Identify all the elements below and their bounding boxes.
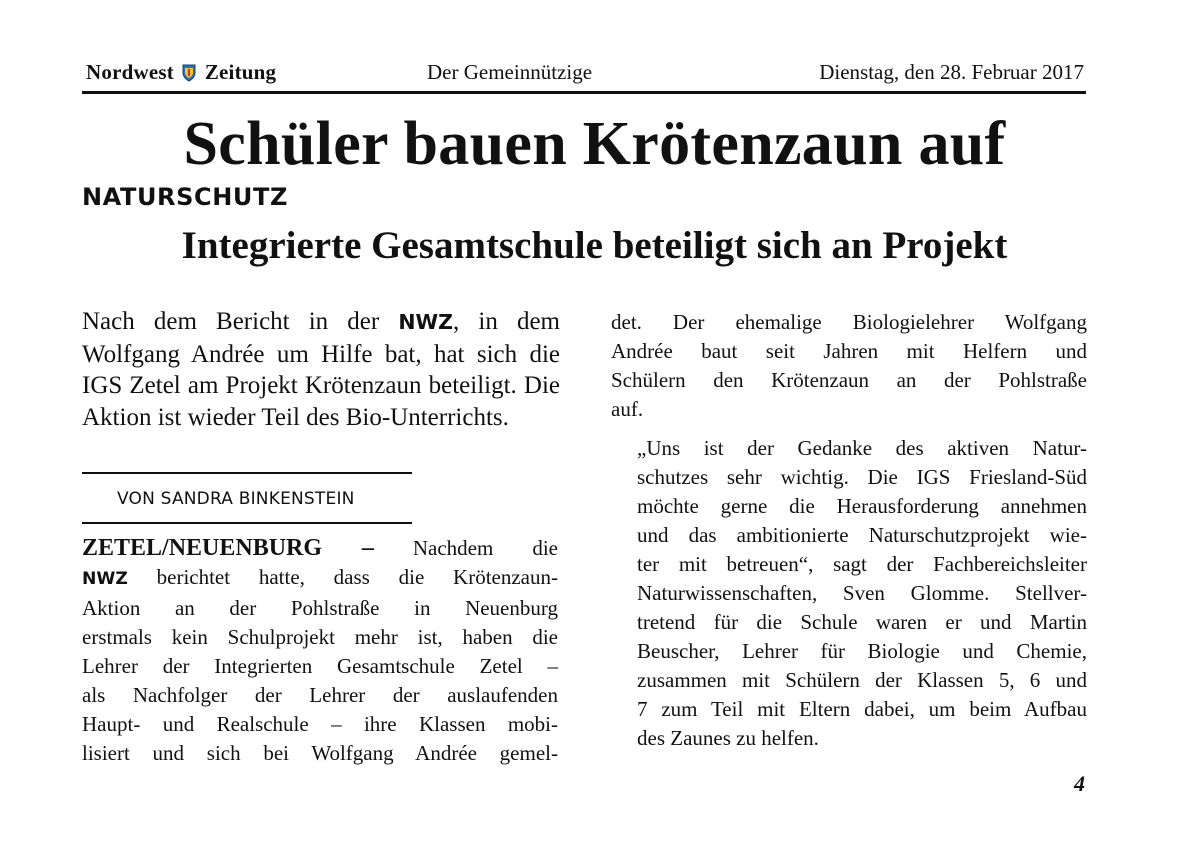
column-line: auf. [611, 397, 644, 421]
header-rule [82, 91, 1086, 94]
article-headline: Schüler bauen Krötenzaun auf [183, 110, 1006, 178]
column-line: Andrée baut seit Jahren mit Helfern und [611, 339, 1087, 363]
column-line: „Uns ist der Gedanke des aktiven Natur- [637, 436, 1087, 460]
column-line: schutzes sehr wichtig. Die IGS Friesland-Süd [637, 465, 1087, 489]
coat-of-arms-icon [182, 63, 196, 88]
column-line: Aktion an der Pohlstraße in Neuenburg [82, 596, 558, 620]
column-text: berichtet hatte, dass die Krötenzaun- [127, 565, 558, 589]
column-line [82, 534, 558, 563]
newspaper-brand [86, 60, 276, 88]
column-line: Naturwissenschaften, Sven Glomme. Stellver- [637, 581, 1087, 605]
byline-rule-bottom [82, 522, 412, 524]
article-lead [82, 306, 560, 433]
paragraph [611, 434, 1087, 753]
nwz-abbreviation: NWZ [398, 310, 453, 334]
newspaper-header [82, 58, 1086, 92]
column-line: und das ambitionierte Naturschutzprojekt wie- [637, 523, 1087, 547]
author-byline: VON SANDRA BINKENSTEIN [117, 489, 355, 509]
brand-name-right: Zeitung [204, 60, 277, 84]
lead-text-end: , in dem Wolfgang Andrée um Hilfe bat, hat sich die IGS Zetel am Projekt Krötenzaun beteiligt. Die Aktion ist wieder Teil des Bio-Unterrichts. [82, 308, 560, 431]
issue-date: Dienstag, den 28. Februar 2017 [819, 60, 1084, 84]
column-line: det. Der ehemalige Biologielehrer Wolfgang [611, 310, 1087, 334]
column-line [82, 563, 558, 594]
column-line: Lehrer der Integrierten Gesamtschule Zetel – [82, 654, 558, 678]
column-line: erstmals kein Schulprojekt mehr ist, haben die [82, 625, 558, 649]
column-line: möchte gerne die Herausforderung annehmen [637, 494, 1087, 518]
section-title: Der Gemeinnützige [427, 60, 593, 84]
paragraph [611, 308, 1087, 424]
column-line: Haupt- und Realschule – ihre Klassen mobi- [82, 712, 558, 736]
dateline: ZETEL/NEUENBURG – [82, 535, 374, 561]
nwz-abbreviation: NWZ [82, 569, 128, 589]
column-line: zusammen mit Schülern der Klassen 5, 6 und [637, 668, 1087, 692]
lead-text-start: Nach dem Bericht in der [82, 308, 399, 335]
column-line: Beuscher, Lehrer für Biologie und Chemie, [637, 639, 1087, 663]
article-subheadline: Integrierte Gesamtschule beteiligt sich an Projekt [181, 224, 1008, 267]
column-line: tretend für die Schule waren er und Martin [637, 610, 1087, 634]
article-column-right [611, 308, 1087, 753]
column-line: als Nachfolger der Lehrer der auslaufenden [82, 683, 558, 707]
byline-rule-top [82, 472, 412, 474]
page-number: 4 [1074, 771, 1085, 796]
column-line: 7 zum Teil mit Eltern dabei, um beim Aufbau [637, 697, 1087, 721]
column-line: des Zaunes zu helfen. [637, 726, 819, 750]
column-line: Schülern den Krötenzaun an der Pohlstraße [611, 368, 1087, 392]
column-line: ter mit betreuen“, sagt der Fachbereichsleiter [637, 552, 1087, 576]
column-line: lisiert und sich bei Wolfgang Andrée gemel- [82, 741, 558, 765]
article-kicker: NATURSCHUTZ [82, 183, 288, 211]
article-column-left [82, 534, 558, 768]
column-text: Nachdem die [373, 536, 559, 560]
brand-name-left: Nordwest [86, 60, 174, 84]
